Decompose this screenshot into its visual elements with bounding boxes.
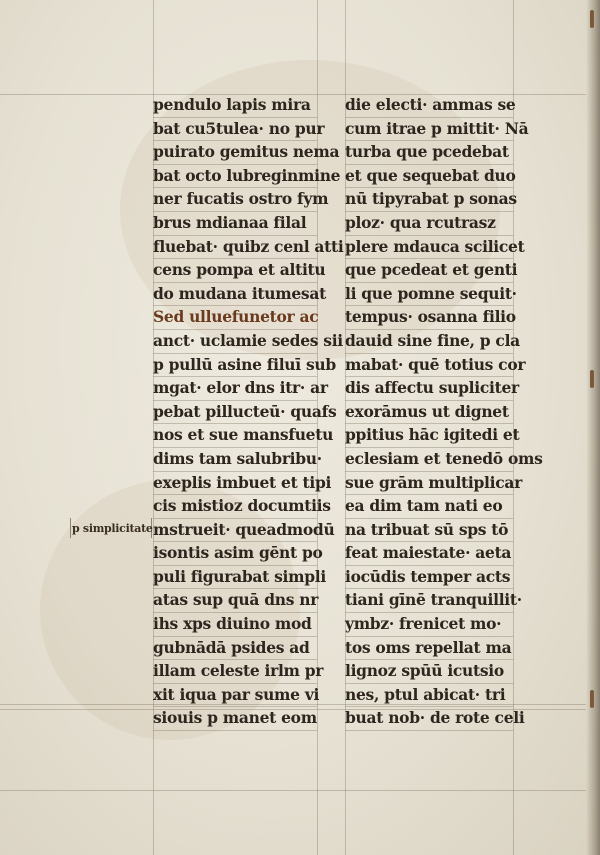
text-line: que pcedeat et genti [345,259,513,283]
text-line-initial: Sed ulluefunetor ac [153,306,317,330]
text-line: turba que pcedebat [345,141,513,165]
text-line: tiani gīnē tranquillit· [345,589,513,613]
binding-stitch [590,10,594,28]
text-line: ea dim tam nati eo [345,495,513,519]
text-line: illam celeste irlm pr [153,660,317,684]
binding-edge [586,0,600,855]
text-line: dims tam salubribu· [153,448,317,472]
text-line: mgat· elor dns itr· ar [153,377,317,401]
text-line: bat cu5tulea· no pur [153,118,317,142]
text-line: sue grām multiplicar [345,472,513,496]
text-line: nes, ptul abicat· tri [345,684,513,708]
text-line: pendulo lapis mira [153,94,317,118]
text-line: fluebat· quibz cenl atti [153,236,317,260]
text-line: brus mdianaa filal [153,212,317,236]
text-line: lignoz spūū icutsio [345,660,513,684]
text-line: ploz· qua rcutrasz [345,212,513,236]
text-line: puirato gemitus nema [153,141,317,165]
text-line: iocūdis temper acts [345,566,513,590]
text-line: nū tipyrabat p sonas [345,188,513,212]
text-line: atas sup quā dns nr [153,589,317,613]
text-line: feat maiestate· aeta [345,542,513,566]
text-line: anct· uclamie sedes sii [153,330,317,354]
text-line: exorāmus ut dignet [345,401,513,425]
text-line: li que pomne sequit· [345,283,513,307]
marginal-note: p simplicitate [72,522,153,535]
text-line: tos oms repellat ma [345,637,513,661]
text-line: xit iqua par sume vi [153,684,317,708]
text-line: mabat· quē totius cor [345,354,513,378]
text-column-right [345,94,543,731]
text-line: p pullū asine filuī sub [153,354,317,378]
text-line: cis mistioz documtiis [153,495,317,519]
text-line: buat nob· de rote celi [345,707,513,731]
text-line: dauid sine fine, p cla [345,330,513,354]
text-line: ihs xps diuino mod [153,613,317,637]
text-line: gubnādā psides ad [153,637,317,661]
text-line: isontis asim gēnt po [153,542,317,566]
text-line: siouis p manet eom [153,707,317,731]
text-line: ymbz· frenicet mo· [345,613,513,637]
text-line: et que sequebat duo [345,165,513,189]
text-line: plere mdauca scilicet [345,236,513,260]
ruling-line [0,790,586,791]
text-line: pebat pillucteū· quafs [153,401,317,425]
text-line: tempus· osanna filio [345,306,513,330]
text-line: na tribuat sū sps tō [345,519,513,543]
text-line: puli figurabat simpli [153,566,317,590]
text-line: die electi· ammas se [345,94,513,118]
text-line: dis affectu supliciter [345,377,513,401]
text-line: ner fucatis ostro fym [153,188,317,212]
text-line: exeplis imbuet et tipi [153,472,317,496]
text-line: cum itrae p mittit· Nā [345,118,513,142]
text-line: nos et sue mansfuetu [153,424,317,448]
text-line: do mudana itumesat [153,283,317,307]
text-line: bat octo lubreginmine [153,165,317,189]
text-line: ppitius hāc igitedi et [345,424,513,448]
text-line: cens pompa et altitu [153,259,317,283]
text-line: mstrueit· queadmodū [153,519,317,543]
text-column-left [153,94,344,731]
binding-stitch [590,370,594,388]
text-line: eclesiam et tenedō oms [345,448,513,472]
binding-stitch [590,690,594,708]
